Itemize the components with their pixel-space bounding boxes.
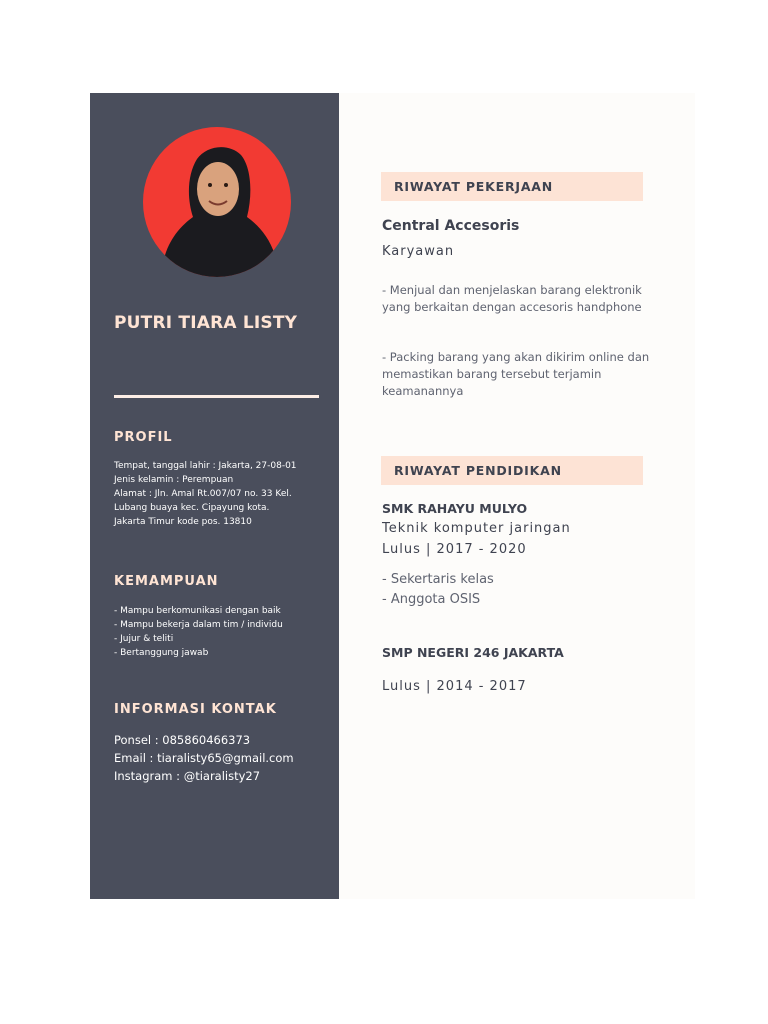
school-years-1: Lulus | 2017 - 2020 [382,542,527,557]
work-heading: RIWAYAT PEKERJAAN [381,172,643,201]
skills-heading: KEMAMPUAN [114,574,219,589]
sidebar [90,93,339,899]
education-heading: RIWAYAT PENDIDIKAN [381,456,643,485]
resume-page [90,93,695,899]
profil-heading: PROFIL [114,430,173,445]
email-text: Email : tiaralisty65@gmail.com [114,751,294,765]
skill-item: - Mampu berkomunikasi dengan baik [114,606,281,616]
profil-line: Alamat : Jln. Amal Rt.007/07 no. 33 Kel. [114,489,292,499]
contact-details [114,731,294,785]
job-description-1: - Menjual dan menjelaskan barang elektronik yang berkaitan dengan accesoris handphone [382,283,642,314]
name-divider [114,395,319,398]
profil-line: Lubang buaya kec. Cipayung kota. [114,503,270,513]
face-shape [197,162,239,216]
skills-list [114,604,283,660]
company-name: Central Accesoris [382,218,520,234]
phone-text: Ponsel : 085860466373 [114,733,251,747]
skill-item: - Jujur & teliti [114,634,174,644]
contact-heading: INFORMASI KONTAK [114,702,277,717]
school-major-1: Teknik komputer jaringan [382,521,571,536]
school-years-2: Lulus | 2014 - 2017 [382,679,527,694]
school-name-1: SMK RAHAYU MULYO [382,501,528,516]
job-role: Karyawan [382,244,455,259]
profil-details [114,459,326,529]
school-name-2: SMP NEGERI 246 JAKARTA [382,645,564,660]
job-description-2: - Packing barang yang akan dikirim online dan memastikan barang tersebut terjamin keamanannya [382,350,650,398]
profil-line: Jakarta Timur kode pos. 13810 [114,517,252,527]
profil-line: Tempat, tanggal lahir : Jakarta, 27-08-01 [114,461,297,471]
person-name: PUTRI TIARA LISTY [114,313,298,333]
profile-photo [143,127,291,277]
school-activity: - Anggota OSIS [382,592,481,607]
skill-item: - Bertanggung jawab [114,648,209,658]
school-activity: - Sekertaris kelas [382,572,494,587]
instagram-text: Instagram : @tiaralisty27 [114,769,261,783]
profil-line: Jenis kelamin : Perempuan [114,475,234,485]
skill-item: - Mampu bekerja dalam tim / individu [114,620,283,630]
